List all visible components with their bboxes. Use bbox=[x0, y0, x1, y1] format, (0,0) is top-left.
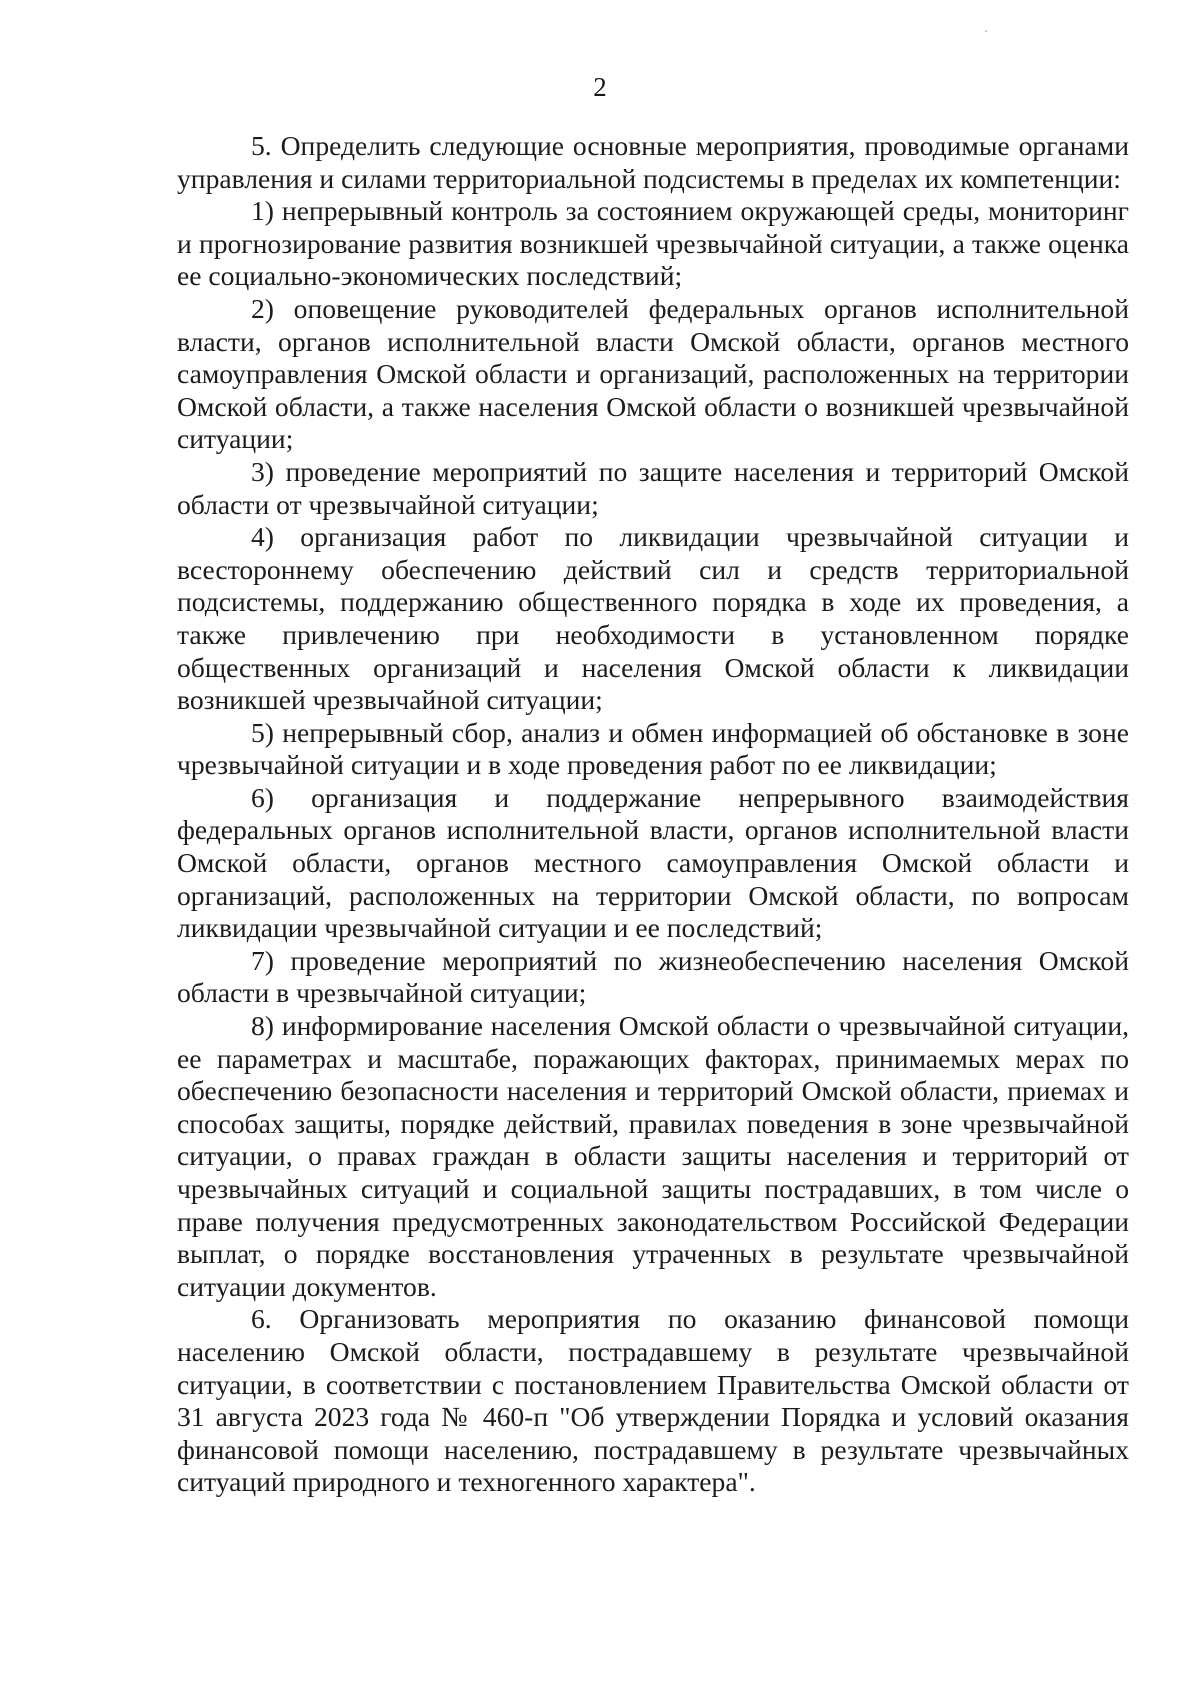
paragraph-item-5: 5. Определить следующие основные мероприятия, проводимые органами управления и силами территориальной подсистемы в пределах их компетенции: bbox=[177, 130, 1129, 194]
paragraph-subitem-1: 1) непрерывный контроль за состоянием окружающей среды, мониторинг и прогнозирование развития возникшей чрезвычайной ситуации, а также оценка ее социально-экономических последствий; bbox=[177, 195, 1129, 292]
paragraph-subitem-5: 5) непрерывный сбор, анализ и обмен информацией об обстановке в зоне чрезвычайной ситуации и в ходе проведения работ по ее ликвидации; bbox=[177, 716, 1129, 781]
document-body bbox=[177, 130, 1129, 1499]
paragraph-subitem-4: 4) организация работ по ликвидации чрезвычайной ситуации и всестороннему обеспечению действий сил и средств территориальной подсистемы, поддержанию общественного порядка в ходе их проведения, а также привлечению при необходимости в установленном порядке общественных организаций и населения Омской области к ликвидации возникшей чрезвычайной ситуации; bbox=[177, 521, 1129, 716]
paragraph-item-6: 6. Организовать мероприятия по оказанию финансовой помощи населению Омской области, пострадавшему в результате чрезвычайной ситуации, в соответствии с постановлением Правительства Омской области от 31 августа 2023 года № 460-п "Об утверждении Порядка и условий оказания финансовой помощи населению, пострадавшему в результате чрезвычайных ситуаций природного и техногенного характера". bbox=[177, 1303, 1129, 1498]
paragraph-subitem-3: 3) проведение мероприятий по защите населения и территорий Омской области от чрезвычайной ситуации; bbox=[177, 455, 1129, 520]
paragraph-subitem-8: 8) информирование населения Омской области о чрезвычайной ситуации, ее параметрах и масштабе, поражающих факторах, принимаемых мерах по обеспечению безопасности населения и территорий Омской области, приемах и способах защиты, порядке действий, правилах поведения в зоне чрезвычайной ситуации, о правах граждан в области защиты населения и территорий от чрезвычайных ситуаций и социальной защиты пострадавших, в том числе о праве получения предусмотренных законодательством Российской Федерации выплат, о порядке восстановления утраченных в результате чрезвычайной ситуации документов. bbox=[177, 1010, 1129, 1302]
paragraph-subitem-7: 7) проведение мероприятий по жизнеобеспечению населения Омской области в чрезвычайной ситуации; bbox=[177, 944, 1129, 1009]
paragraph-subitem-6: 6) организация и поддержание непрерывного взаимодействия федеральных органов исполнительной власти, органов исполнительной власти Омской области, органов местного самоуправления Омской области и организаций, расположенных на территории Омской области, по вопросам ликвидации чрезвычайной ситуации и ее последствий; bbox=[177, 781, 1129, 944]
page-number: 2 bbox=[593, 72, 607, 102]
paragraph-subitem-2: 2) оповещение руководителей федеральных органов исполнительной власти, органов исполнительной власти Омской области, органов местного самоуправления Омской области и организаций, расположенных на территории Омской области, а также населения Омской области о возникшей чрезвычайной ситуации; bbox=[177, 292, 1129, 455]
scan-speck bbox=[985, 30, 987, 32]
